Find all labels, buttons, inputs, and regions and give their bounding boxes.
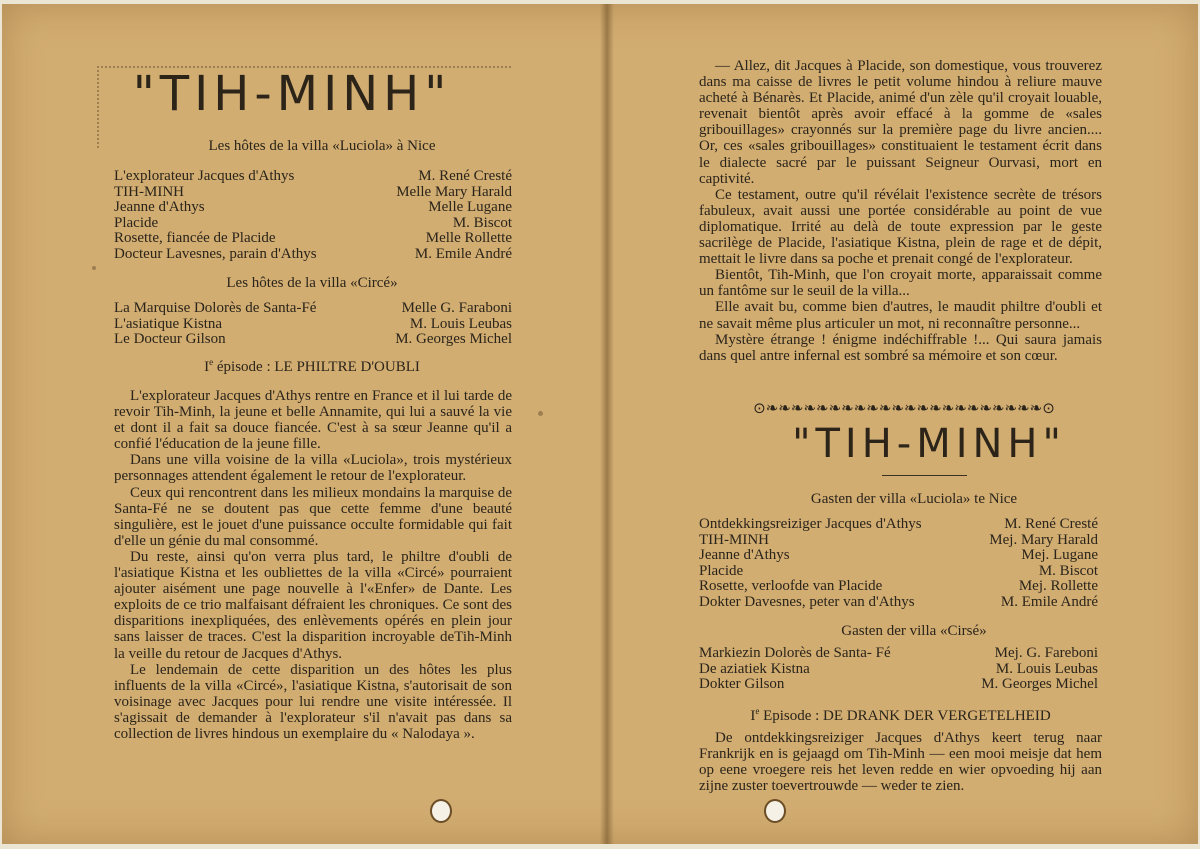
cast-row <box>114 247 512 263</box>
episode-paragraph: Elle avait bu, comme bien d'autres, le maudit philtre d'oubli et ne savait même plus articuler un mot, ni reconnaître personne... <box>699 299 1102 332</box>
cast-row <box>699 517 1098 533</box>
cast-actor: Mej. Rollette <box>1018 578 1098 595</box>
episode-number-suffix: e <box>209 357 214 367</box>
episode-paragraph: Bientôt, Tih-Minh, que l'on croyait morte, apparaissait comme un fantôme sur le seuil de la villa... <box>699 267 1102 300</box>
page-title: "TIH-MINH" <box>132 66 452 122</box>
episode-title: Episode : DE DRANK DER VERGETELHEID <box>759 708 1051 724</box>
cast-row <box>699 548 1098 564</box>
page-title: "TIH-MINH" <box>792 421 1066 467</box>
cast-role: Dokter Gilson <box>699 676 785 693</box>
cast-actor: Mej. G. Fareboni <box>994 645 1098 661</box>
cast-row <box>114 185 512 201</box>
cast-actor: M. Louis Leubas <box>409 315 512 332</box>
episode-body <box>114 388 512 742</box>
cast-list-luciola <box>699 517 1098 611</box>
binding-hole <box>764 799 786 823</box>
section-heading-circe: Gasten der villa «Cirsé» <box>841 623 987 639</box>
cast-actor: Melle G. Faraboni <box>401 300 512 316</box>
cast-role: Placide <box>114 214 159 231</box>
cast-actor: M. Emile André <box>414 245 512 262</box>
episode-paragraph: Ce testament, outre qu'il révélait l'existence secrète de trésors fabuleux, avait aussi une portée considérable au point de vue diplomatique. Irrité au delà de toute expression par le geste sacrilège de Placide, l'asiatique Kistna, plein de rage et de dépit, mettait le livre dans sa poche et prenait congé de l'explorateur. <box>699 186 1102 268</box>
cast-actor: Mej. Lugane <box>1021 547 1098 564</box>
cast-role: TIH-MINH <box>114 183 184 200</box>
cast-role: Jeanne d'Athys <box>114 199 205 216</box>
section-heading-luciola: Les hôtes de la villa «Luciola» à Nice <box>208 138 436 154</box>
cast-role: Rosette, verloofde van Placide <box>699 578 883 595</box>
episode-paragraph: Mystère étrange ! énigme indéchiffrable !... Qui saura jamais dans quel antre infernal est sombré sa mémoire et son cœur. <box>699 331 1102 364</box>
ornamental-divider: ⊙❧❧❧❧❧❧❧❧❧❧❧❧❧❧❧❧❧❧❧❧❧❧⊙ <box>753 399 1055 417</box>
ink-spot <box>92 266 96 270</box>
cast-row <box>114 200 512 216</box>
cast-actor: M. René Cresté <box>418 168 512 184</box>
episode-paragraph: Le lendemain de cette disparition un des hôtes les plus influents de la villa «Circé», l'asiatique Kistna, s'autorisait de son voisinage avec Jacques pour lui rendre une visite intéressée. Il s'agissait de demander à l'explorateur s'il n'avait pas dans sa collection de livres hindous un exemplaire du « Nalodaya ». <box>114 661 512 742</box>
cast-row <box>699 595 1098 611</box>
cast-row <box>699 564 1098 580</box>
cast-row <box>114 216 512 232</box>
ink-spot <box>538 411 543 416</box>
episode-number-suffix: e <box>755 706 760 716</box>
episode-paragraph: De ontdekkingsreiziger Jacques d'Athys keert terug naar Frankrijk en is gejaagd om Tih-Minh — een mooi meisje dat hem op eene vroegere reis het leven redde en wier opvoeding hij aan zijne zuster toevertrouwde — weder te zien. <box>699 730 1102 795</box>
cast-role: Ontdekkingsreiziger Jacques d'Athys <box>699 516 922 532</box>
cast-row <box>114 301 512 317</box>
cast-row <box>699 677 1098 693</box>
cast-role: De aziatiek Kistna <box>699 660 810 677</box>
cast-actor: M. Biscot <box>1038 562 1098 579</box>
cast-row <box>114 231 512 247</box>
cast-actor: M. Biscot <box>452 214 512 231</box>
cast-role: Markiezin Dolorès de Santa- Fé <box>699 645 891 661</box>
left-page <box>2 4 600 844</box>
cast-role: TIH-MINH <box>699 531 769 548</box>
binding-hole <box>430 799 452 823</box>
cast-actor: M. Georges Michel <box>981 676 1098 693</box>
cast-role: Jeanne d'Athys <box>699 547 790 564</box>
cast-role: Placide <box>699 562 744 579</box>
cast-actor: M. Louis Leubas <box>995 660 1098 677</box>
episode-heading <box>112 357 512 376</box>
cast-role: Rosette, fiancée de Placide <box>114 230 276 247</box>
cast-role: L'asiatique Kistna <box>114 315 223 332</box>
cast-actor: Mej. Mary Harald <box>989 531 1098 548</box>
cast-row <box>699 646 1098 662</box>
cast-role: L'explorateur Jacques d'Athys <box>114 168 295 184</box>
episode-paragraph: Dans une villa voisine de la villa «Luciola», trois mystérieux personnages attendent également le retour de l'explorateur. <box>114 452 512 485</box>
title-underline <box>882 475 967 476</box>
episode-heading <box>699 706 1102 725</box>
cast-row <box>699 533 1098 549</box>
cast-row <box>114 317 512 333</box>
episode-paragraph: Ceux qui rencontrent dans les milieux mondains la marquise de Santa-Fé ne se doutent pas que cette femme d'une beauté singulière, est le jouet d'une puissance occulte formidable qui fait d'elle un génie du mal consommé. <box>114 484 512 549</box>
episode-title: épisode : LE PHILTRE D'OUBLI <box>213 359 420 375</box>
cast-list-circe <box>114 301 512 348</box>
cast-actor: M. Emile André <box>1000 593 1098 610</box>
section-heading-luciola: Gasten der villa «Luciola» te Nice <box>810 491 1018 507</box>
cast-role: Le Docteur Gilson <box>114 331 226 348</box>
cast-actor: Melle Mary Harald <box>396 183 512 200</box>
cast-actor: M. René Cresté <box>1004 516 1098 532</box>
right-page <box>614 4 1198 844</box>
episode-number: I <box>204 359 210 375</box>
episode-paragraph: Du reste, ainsi qu'on verra plus tard, le philtre d'oubli de l'asiatique Kistna et les oubliettes de la villa «Circé» pourraient ajouter aisément une page nouvelle à l'«Enfer» de Dante. Les exploits de ce trio malfaisant défraient les chroniques. Ce sont des disparitions inexpliquées, des enlèvements opérés en plein jour sans laisser de traces. C'est la disparition incroyable deTih-Minh la veille du retour de Jacques d'Athys. <box>114 548 512 662</box>
booklet-spread <box>2 4 1198 844</box>
cast-row <box>699 662 1098 678</box>
cast-list-circe <box>699 646 1098 693</box>
cast-actor: M. Georges Michel <box>395 331 512 348</box>
cast-role: La Marquise Dolorès de Santa-Fé <box>114 300 317 316</box>
spine-fold <box>600 4 614 844</box>
cast-actor: Melle Rollette <box>425 230 512 247</box>
episode-body-continued <box>699 58 1102 364</box>
cast-row <box>114 169 512 185</box>
cast-row <box>699 579 1098 595</box>
episode-paragraph: — Allez, dit Jacques à Placide, son domestique, vous trouverez dans ma caisse de livres le petit volume hindou à reliure mauve acheté à Bénarès. Et Placide, animé d'un zèle qu'il croyait louable, revenait bientôt après avoir effacé à la gomme de «sales gribouillages» crayonnés sur la première page du livre ancien.... Or, ces «sales gribouillages» constituaient le testament écrit dans le dialecte sacré par le puissant Seigneur Ourvasi, mort en captivité. <box>699 58 1102 187</box>
cast-actor: Melle Lugane <box>428 199 512 216</box>
episode-number: I <box>750 708 756 724</box>
section-heading-circe: Les hôtes de la villa «Circé» <box>226 275 398 291</box>
cast-role: Docteur Lavesnes, parain d'Athys <box>114 245 317 262</box>
episode-paragraph: L'explorateur Jacques d'Athys rentre en France et il lui tarde de revoir Tih-Minh, la jeune et belle Annamite, qui lui a sauvé la vie et dont il a fait sa douce fiancée. C'est à sa sœur Jeanne qu'il a confié l'éducation de la jeune fille. <box>114 388 512 453</box>
cast-row <box>114 332 512 348</box>
cast-role: Dokter Davesnes, peter van d'Athys <box>699 593 915 610</box>
cast-list-luciola <box>114 169 512 263</box>
